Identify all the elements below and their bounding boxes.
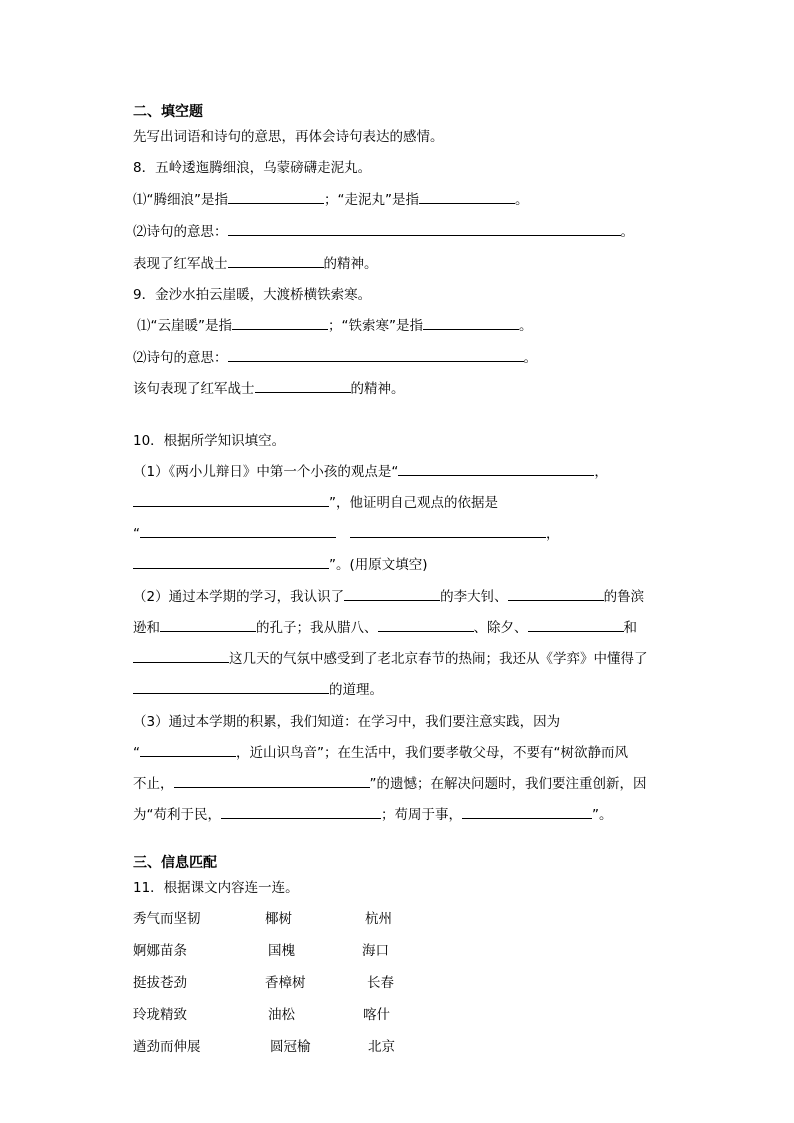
q8-blank-spirit[interactable] (228, 254, 324, 268)
q10-blank-viewpoint-a[interactable] (398, 462, 594, 476)
q8-part3 (133, 254, 378, 274)
match-item-tree[interactable]: 圆冠榆 (270, 1039, 311, 1055)
q10-l12-text: 为“苟利于民， (133, 807, 221, 823)
q10-l5-text-b: 的李大钊、 (440, 589, 508, 605)
q10-l5-text-c: 的鲁滨 (603, 589, 645, 605)
q9-part2 (133, 348, 537, 368)
q10-l10-text: ，近山识鸟音”；在生活中，我们要孝敬父母，不要有“树欲静而风 (236, 745, 628, 761)
q10-l5-text: （2）通过本学期的学习，我认识了 (133, 589, 345, 605)
match-item-tree[interactable]: 椰树 (265, 911, 292, 927)
q10-line1 (133, 462, 608, 482)
match-item-tree[interactable]: 油松 (268, 1007, 295, 1023)
match-item-tree[interactable]: 国槐 (268, 943, 295, 959)
q8-blank-zou-ni-wan[interactable] (419, 190, 515, 204)
q11-title: 11．根据课文内容连一连。 (133, 880, 299, 896)
q10-l11-text: 不止， (133, 776, 174, 792)
q10-blank-innovation-b[interactable] (462, 805, 592, 819)
q10-blank-evidence-b[interactable] (350, 524, 546, 538)
match-item-desc[interactable]: 挺拔苍劲 (133, 975, 187, 991)
q10-line2 (133, 493, 498, 513)
q10-line5 (133, 587, 644, 607)
q8-poem: 8．五岭逶迤腾细浪，乌蒙磅礴走泥丸。 (133, 160, 372, 176)
q8-part1-label: ⑴“腾细浪”是指 (133, 192, 228, 208)
q10-line6 (133, 618, 637, 638)
q10-l10-quote: “ (133, 745, 140, 761)
q10-blank-innovation-a[interactable] (221, 805, 381, 819)
match-item-desc[interactable]: 秀气而坚韧 (133, 911, 201, 927)
section-heading-matching: 三、信息匹配 (133, 855, 217, 871)
match-item-desc[interactable]: 婀娜苗条 (133, 943, 187, 959)
q10-l7-text: 这几天的气氛中感受到了老北京春节的热闹；我还从《学弈》中懂得了 (229, 651, 648, 667)
q10-line10 (133, 743, 628, 763)
match-item-city[interactable]: 长春 (367, 975, 394, 991)
q9-poem: 9．金沙水拍云崖暖，大渡桥横铁索寒。 (133, 287, 372, 303)
q9-part2-label: ⑵诗句的意思： (133, 350, 228, 366)
q8-part1-label-b: ；“走泥丸”是指 (324, 192, 419, 208)
match-item-tree[interactable]: 香樟树 (265, 975, 306, 991)
q8-part3-end: 的精神。 (323, 256, 378, 272)
q8-part2-label: ⑵诗句的意思： (133, 224, 228, 240)
q9-part1-label: ⑴“云崖暖”是指 (137, 318, 232, 334)
q9-part3-end: 的精神。 (350, 381, 405, 397)
instruction-text: 先写出词语和诗句的意思，再体会诗句表达的感情。 (133, 129, 444, 145)
q8-blank-meaning[interactable] (228, 222, 621, 236)
q10-l12-text-b: ；苟周于事， (381, 807, 462, 823)
q10-blank-evidence-a[interactable] (140, 524, 336, 538)
q10-blank-robinson[interactable] (508, 587, 604, 601)
q10-l6-text-b: 的孔子；我从腊八、 (256, 620, 378, 636)
section-heading-fill-blank: 二、填空题 (133, 104, 203, 120)
q10-l1-text: （1）《两小儿辩日》中第一个小孩的观点是“ (133, 464, 399, 480)
q9-blank-yun-ya-nuan[interactable] (232, 316, 328, 330)
q10-l8-text: 的道理。 (329, 682, 383, 698)
q10-l3-comma: ， (546, 526, 560, 542)
q10-blank-filial[interactable] (174, 774, 370, 788)
q10-l6-text-c: 、除夕、 (473, 620, 528, 636)
match-item-desc[interactable]: 玲珑精致 (133, 1007, 187, 1023)
q9-blank-meaning[interactable] (228, 348, 524, 362)
q8-part2-end: 。 (620, 224, 634, 240)
q10-line12 (133, 805, 613, 825)
q10-line7 (133, 649, 648, 669)
q8-part3-label: 表现了红军战士 (133, 256, 228, 272)
q10-l11-text-b: ”的遗憾；在解决问题时，我们要注重创新，因 (369, 776, 647, 792)
match-item-city[interactable]: 北京 (368, 1039, 395, 1055)
match-col-description (133, 909, 201, 1069)
q9-blank-spirit[interactable] (255, 379, 351, 393)
q8-part1 (133, 190, 529, 210)
q10-l6-text: 逊和 (133, 620, 160, 636)
q8-part2 (133, 222, 634, 242)
q9-part3-label: 该句表现了红军战士 (133, 381, 255, 397)
q10-blank-festival-c[interactable] (133, 649, 229, 663)
match-item-city[interactable]: 喀什 (363, 1007, 390, 1023)
q9-part2-end: 。 (523, 350, 537, 366)
q9-part1 (137, 316, 533, 336)
q10-blank-confucius[interactable] (160, 618, 256, 632)
q10-line11 (133, 774, 647, 794)
q10-title: 10．根据所学知识填空。 (133, 433, 286, 449)
q9-part1-end: 。 (519, 318, 533, 334)
q10-blank-viewpoint-b[interactable] (133, 493, 329, 507)
q10-l4-text: ”。(用原文填空) (329, 557, 428, 573)
q10-blank-festival-b[interactable] (528, 618, 624, 632)
q10-line3 (133, 524, 560, 544)
q10-line9: （3）通过本学期的积累，我们知道：在学习中，我们要注意实践，因为 (133, 714, 561, 730)
q10-blank-practice[interactable] (140, 743, 236, 757)
q9-part1-label-b: ；“铁索寒”是指 (328, 318, 423, 334)
q10-line8 (133, 680, 383, 700)
q9-blank-tie-suo-han[interactable] (423, 316, 519, 330)
match-item-city[interactable]: 杭州 (365, 911, 392, 927)
q10-l6-text-d: 和 (623, 620, 637, 636)
q10-l12-end: ”。 (592, 807, 613, 823)
q10-l2-text: ”，他证明自己观点的依据是 (329, 495, 498, 511)
q10-line4 (133, 555, 428, 575)
q10-blank-evidence-c[interactable] (133, 555, 329, 569)
q10-l1-comma: ， (594, 464, 608, 480)
q10-l3-quote: “ (133, 526, 140, 542)
match-item-city[interactable]: 海口 (362, 943, 389, 959)
q10-blank-li-dazhao[interactable] (344, 587, 440, 601)
q10-blank-festival-a[interactable] (378, 618, 474, 632)
q9-part3 (133, 379, 405, 399)
match-item-desc[interactable]: 遒劲而伸展 (133, 1039, 201, 1055)
q8-part1-end: 。 (515, 192, 529, 208)
q8-blank-teng-xi-lang[interactable] (228, 190, 324, 204)
q10-blank-xueyi[interactable] (133, 680, 329, 694)
